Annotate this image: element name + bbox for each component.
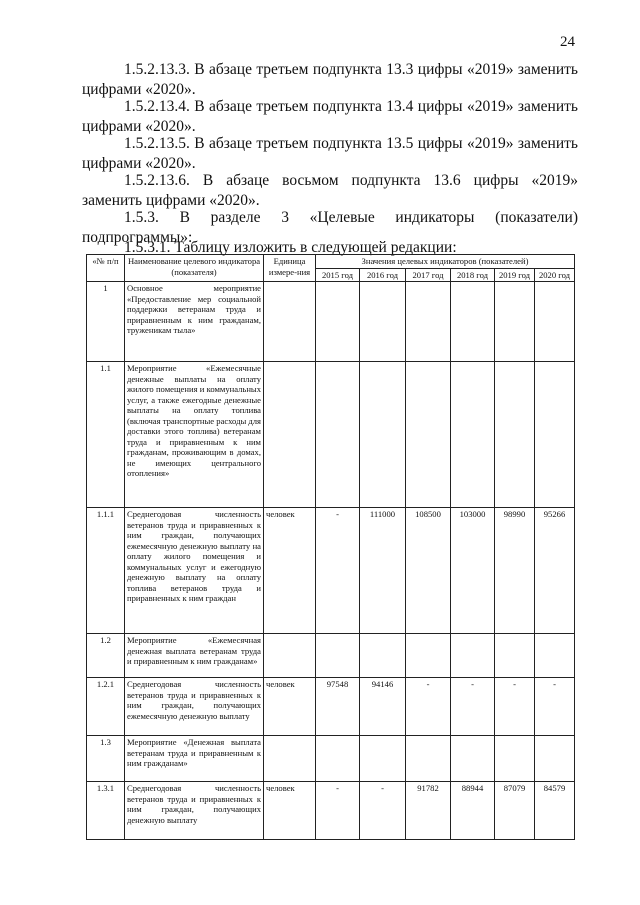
- cell-value: [451, 282, 495, 362]
- cell-value: [406, 736, 451, 782]
- cell-name: Основное мероприятие «Предоставление мер социальной поддержки ветеранам труда и приравненным к ним гражданам, труженикам тыла»: [125, 282, 264, 362]
- cell-value: [495, 634, 535, 678]
- table-row: [87, 782, 575, 840]
- table-row: [87, 678, 575, 736]
- paragraph-1.5.3.1: 1.5.3.1. Таблицу изложить в следующей редакции:: [124, 239, 457, 256]
- cell-name: Мероприятие «Ежемесячная денежная выплата ветеранам труда и приравненным к ним гражданам»: [125, 634, 264, 678]
- table-row: [87, 634, 575, 678]
- cell-num: 1.2.1: [87, 678, 125, 736]
- cell-name: Мероприятие «Денежная выплата ветеранам труда и приравненным к ним гражданам»: [125, 736, 264, 782]
- header-num: «№ п/п: [87, 255, 125, 282]
- cell-value: -: [316, 782, 360, 840]
- cell-value: [535, 282, 575, 362]
- cell-value: -: [406, 678, 451, 736]
- cell-unit: [264, 736, 316, 782]
- cell-value: [316, 634, 360, 678]
- cell-num: 1.3: [87, 736, 125, 782]
- paragraph-1.5.2.13.5: 1.5.2.13.5. В абзаце третьем подпункта 13.5 цифры «2019» заменить цифрами «2020».: [82, 135, 578, 172]
- table-row: [87, 362, 575, 508]
- cell-value: 111000: [360, 508, 406, 634]
- cell-value: 94146: [360, 678, 406, 736]
- cell-value: [360, 362, 406, 508]
- header-year: 2017 год: [406, 268, 451, 282]
- cell-num: 1.2: [87, 634, 125, 678]
- cell-value: [535, 362, 575, 508]
- cell-value: 108500: [406, 508, 451, 634]
- cell-name: Среднегодовая численность ветеранов труда и приравненных к ним граждан, получающих ежемесячную денежную выплату на оплату жилого помещения и коммунальных услуг и ежегодную денежную выплату на оплату топлива ветеранов труда и приравненных к ним граждан: [125, 508, 264, 634]
- table-row: [87, 736, 575, 782]
- cell-name: Среднегодовая численность ветеранов труда и приравненных к ним граждан, получающих денежную выплату: [125, 782, 264, 840]
- cell-value: [451, 736, 495, 782]
- cell-value: 97548: [316, 678, 360, 736]
- cell-value: [360, 736, 406, 782]
- cell-value: 84579: [535, 782, 575, 840]
- cell-value: [406, 634, 451, 678]
- cell-num: 1: [87, 282, 125, 362]
- cell-value: [451, 362, 495, 508]
- paragraph-1.5.2.13.3: 1.5.2.13.3. В абзаце третьем подпункта 13.3 цифры «2019» заменить цифрами «2020».: [82, 61, 578, 98]
- cell-value: -: [451, 678, 495, 736]
- cell-value: 98990: [495, 508, 535, 634]
- cell-name: Мероприятие «Ежемесячные денежные выплаты на оплату жилого помещения и коммунальных услуг, а также ежегодные денежные выплаты на оплату топлива (включая транспортные расходы для доставки этого топлива) ветеранам труда и приравненным к ним гражданам, проживающим в домах, не имеющих центрального отопления»: [125, 362, 264, 508]
- cell-unit: [264, 362, 316, 508]
- header-year: 2020 год: [535, 268, 575, 282]
- table-row: [87, 282, 575, 362]
- header-year: 2016 год: [360, 268, 406, 282]
- cell-value: [535, 634, 575, 678]
- cell-unit: [264, 282, 316, 362]
- cell-value: [316, 362, 360, 508]
- cell-num: 1.1.1: [87, 508, 125, 634]
- page-number: 24: [560, 34, 575, 50]
- cell-value: [495, 282, 535, 362]
- cell-value: [495, 736, 535, 782]
- cell-unit: [264, 634, 316, 678]
- header-year: 2015 год: [316, 268, 360, 282]
- cell-value: [495, 362, 535, 508]
- cell-value: -: [316, 508, 360, 634]
- cell-value: [451, 634, 495, 678]
- cell-num: 1.3.1: [87, 782, 125, 840]
- table-row: [87, 508, 575, 634]
- indicators-table: [86, 254, 575, 840]
- cell-num: 1.1: [87, 362, 125, 508]
- header-year: 2019 год: [495, 268, 535, 282]
- cell-value: [360, 282, 406, 362]
- header-unit: Единица измере-ния: [264, 255, 316, 282]
- cell-name: Среднегодовая численность ветеранов труда и приравненных к ним граждан, получающих ежемесячную денежную выплату: [125, 678, 264, 736]
- table-header-row: [87, 255, 575, 269]
- cell-value: [406, 362, 451, 508]
- cell-value: 103000: [451, 508, 495, 634]
- cell-value: 91782: [406, 782, 451, 840]
- cell-value: -: [535, 678, 575, 736]
- cell-value: 88944: [451, 782, 495, 840]
- cell-value: [316, 736, 360, 782]
- paragraph-1.5.2.13.6: 1.5.2.13.6. В абзаце восьмом подпункта 13.6 цифры «2019» заменить цифрами «2020».: [82, 172, 578, 209]
- paragraph-1.5.3: 1.5.3. В разделе 3 «Целевые индикаторы (показатели) подпрограммы»:: [82, 209, 578, 246]
- cell-value: -: [495, 678, 535, 736]
- cell-unit: человек: [264, 678, 316, 736]
- cell-unit: человек: [264, 782, 316, 840]
- header-values-group: Значения целевых индикаторов (показателей): [316, 255, 575, 269]
- cell-unit: человек: [264, 508, 316, 634]
- paragraph-1.5.2.13.4: 1.5.2.13.4. В абзаце третьем подпункта 13.4 цифры «2019» заменить цифрами «2020».: [82, 98, 578, 135]
- cell-value: 95266: [535, 508, 575, 634]
- header-name: Наименование целевого индикатора (показателя): [125, 255, 264, 282]
- cell-value: -: [360, 782, 406, 840]
- header-year: 2018 год: [451, 268, 495, 282]
- cell-value: 87079: [495, 782, 535, 840]
- cell-value: [316, 282, 360, 362]
- cell-value: [360, 634, 406, 678]
- cell-value: [535, 736, 575, 782]
- cell-value: [406, 282, 451, 362]
